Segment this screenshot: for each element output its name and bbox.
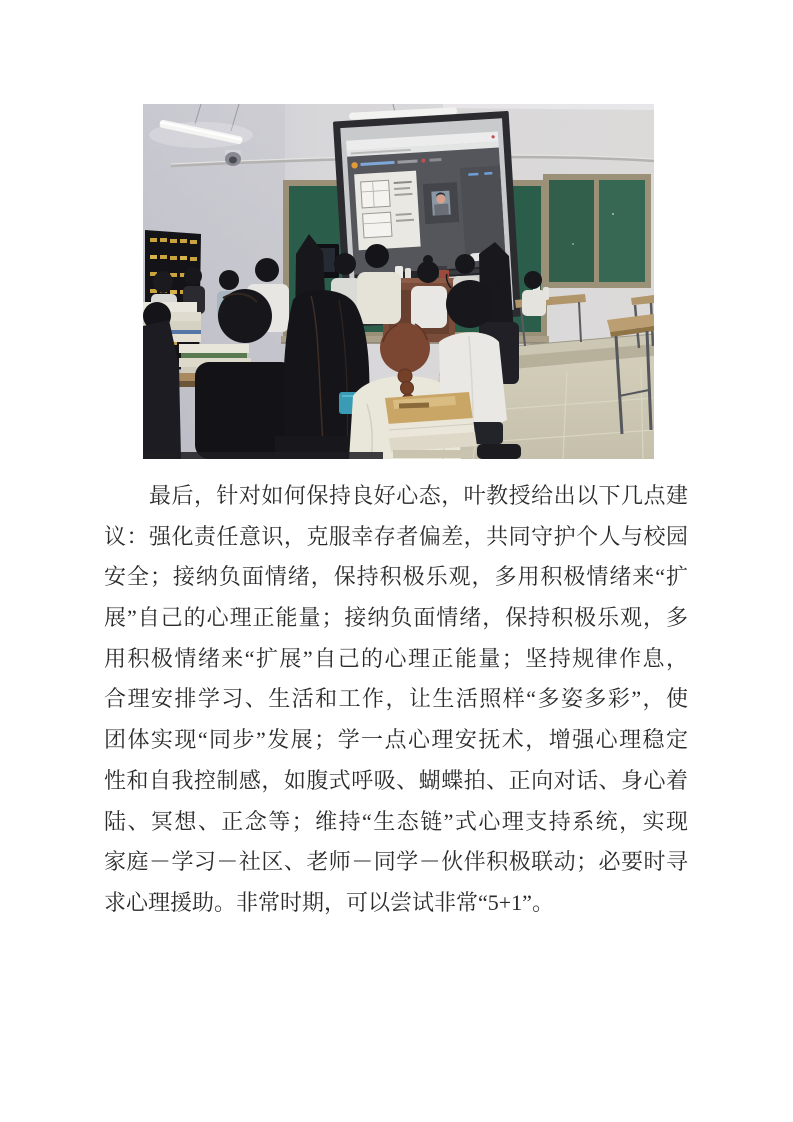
speaker-video-thumbnail (431, 191, 450, 216)
paragraph-line: 求心理援助。非常时期，可以尝试非常“5+1”。 (104, 889, 554, 915)
paragraph-line: 用积极情绪来“扩展”自己的心理正能量；坚持规律作息， (104, 645, 688, 671)
paragraph-line: 安全；接纳负面情绪，保持积极乐观，多用积极情绪来“扩 (104, 564, 688, 590)
paragraph-line: 展”自己的心理正能量；接纳负面情绪，保持积极乐观，多 (104, 605, 688, 631)
paragraph-line: 合理安排学习、生活和工作，让生活照样“多姿多彩”，使 (104, 686, 688, 712)
paragraph-line: 性和自我控制感，如腹式呼吸、蝴蝶拍、正向对话、身心着 (104, 767, 688, 793)
green-chalkboard-right (543, 174, 651, 288)
paragraph-line: 家庭－学习－社区、老师－同学－伙伴积极联动；必要时寻 (104, 849, 688, 875)
paragraph-line: 团体实现“同步”发展；学一点心理安抚术，增强心理稳定 (104, 727, 688, 753)
body-paragraph (104, 476, 688, 924)
classroom-photo-graphic (143, 104, 654, 459)
paragraph-line: 最后，针对如何保持良好心态，叶教授给出以下几点建 (149, 483, 688, 508)
bag-on-seat (477, 444, 521, 459)
classroom-photo (143, 104, 654, 459)
security-camera (225, 150, 241, 166)
paragraph-line: 陆、冥想、正念等；维持“生态链”式心理支持系统，实现 (104, 808, 688, 834)
paragraph-line: 议：强化责任意识，克服幸存者偏差，共同守护个人与校园 (104, 523, 688, 549)
desk-shadow (143, 452, 383, 459)
